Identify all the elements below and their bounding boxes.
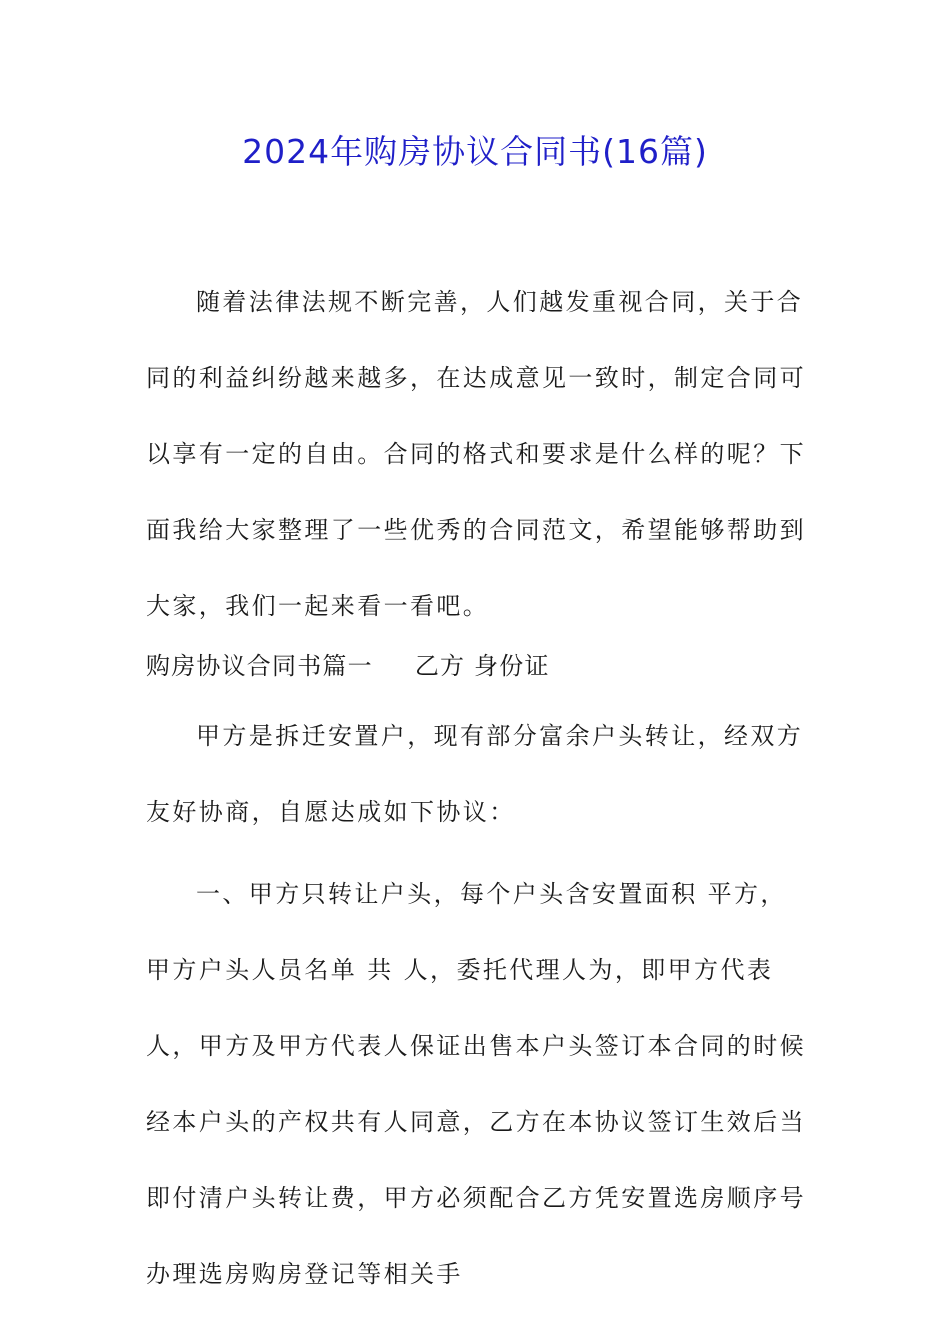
section-heading-text: 购房协议合同书篇一 — [146, 652, 373, 680]
intro-paragraph: 随着法律法规不断完善，人们越发重视合同，关于合同的利益纠纷越来越多，在达成意见一致时，制定合同可以享有一定的自由。合同的格式和要求是什么样的呢？下面我给大家整理了一些优秀的合同范文，希望能够帮助到大家，我们一起来看一看吧。 — [146, 288, 806, 620]
paragraph-2: 一、甲方只转让户头，每个户头含安置面积 平方，甲方户头人员名单 共 人，委托代理人为，即甲方代表人，甲方及甲方代表人保证出售本户头签订本合同的时候经本户头的产权共有人同意，乙方在本协议签订生效后当即付清户头转让费，甲方必须配合乙方凭安置选房顺序号办理选房购房登记等相关手 — [146, 880, 806, 1288]
document-title: 2024年购房协议合同书(16篇) — [242, 132, 708, 171]
section-heading-extra: 乙方 身份证 — [414, 652, 550, 680]
paragraph-1: 甲方是拆迁安置户，现有部分富余户头转让，经双方友好协商，自愿达成如下协议： — [146, 722, 804, 826]
document-body — [146, 264, 806, 1312]
section-heading — [146, 636, 806, 696]
